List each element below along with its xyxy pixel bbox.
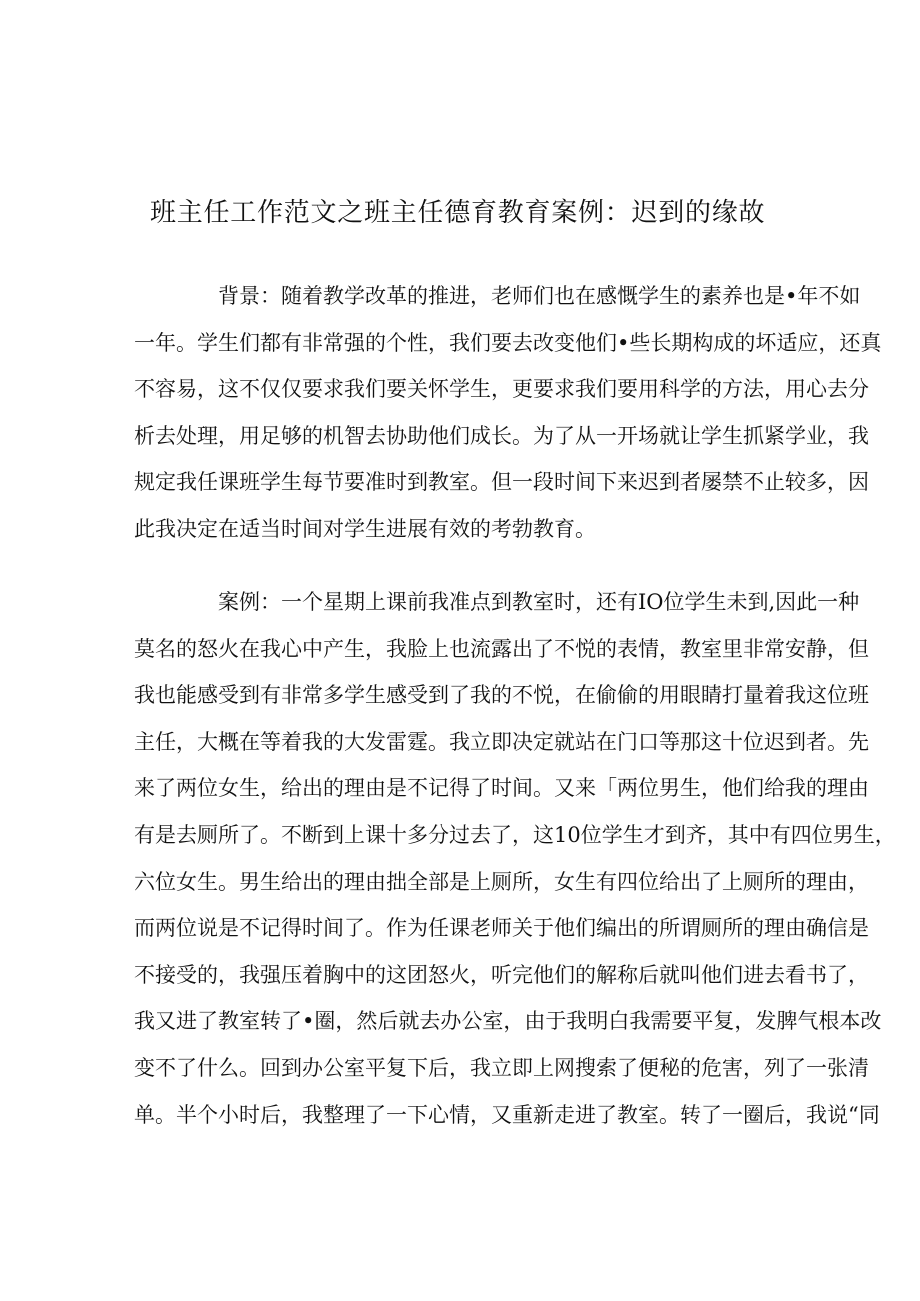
- text-line: 单。半个小时后，我整理了一下心情，又重新走进了教室。转了一圈后，我说“同: [134, 1102, 880, 1127]
- text-line: 而两位说是不记得时间了。作为任课老师关于他们编出的所谓厕所的理由确信是: [134, 916, 869, 941]
- text-line: 来了两位女生，给出的理由是不记得了时间。又来「两位男生，他们给我的理由: [134, 776, 869, 801]
- document-title: 班主任工作范文之班主任德育教育案例：迟到的缘故: [150, 198, 765, 228]
- text-line: 背景：随着教学改革的推进，老师们也在感慨学生的素养也是•年不如: [218, 284, 861, 308]
- text-line: 不接受的，我强压着胸中的这团怒火，听完他们的解称后就叫他们进去看书了，: [134, 962, 869, 987]
- text-line: 莫名的怒火在我心中产生，我脸上也流露出了不悦的表情，教室里非常安静，但: [134, 636, 869, 661]
- text-line: 析去处理，用足够的机智去协助他们成长。为了从一开场就让学生抓紧学业，我: [134, 423, 869, 448]
- text-line: 六位女生。男生给出的理由拙全部是上厕所，女生有四位给出了上厕所的理由，: [134, 869, 869, 894]
- text-line: 我也能感受到有非常多学生感受到了我的不悦，在偷偷的用眼睛打量着我这位班: [134, 683, 869, 708]
- text-line: 变不了什么。回到办公室平复下后，我立即上网搜索了便秘的危害，列了一张清: [134, 1055, 869, 1080]
- text-line: 规定我任课班学生每节要准时到教室。但一段时间下来迟到者屡禁不止较多，因: [134, 470, 869, 495]
- text-line: 我又进了教室转了•圈，然后就去办公室，由于我明白我需要平复，发脾气根本改: [134, 1009, 882, 1034]
- paragraph-case: [134, 587, 896, 1146]
- text-line: 此我决定在适当时间对学生进展有效的考勃教育。: [134, 516, 596, 541]
- text-line: 有是去厕所了。不断到上课十多分过去了，这10位学生才到齐，其中有四位男生，: [134, 822, 896, 847]
- text-line: 一年。学生们都有非常强的个性，我们要去改变他们•些长期构成的坏适应，还真: [134, 330, 882, 355]
- text-line: 不容易，这不仅仅要求我们要关怀学生，更要求我们要用科学的方法，用心去分: [134, 377, 869, 402]
- text-line: 主任，大概在等着我的大发雷霆。我立即决定就站在门口等那这十位迟到者。先: [134, 729, 869, 754]
- text-line: 案例：一个星期上课前我准点到教室时，还有IO位学生未到,因此一种: [218, 590, 860, 614]
- paragraph-background: [134, 281, 882, 561]
